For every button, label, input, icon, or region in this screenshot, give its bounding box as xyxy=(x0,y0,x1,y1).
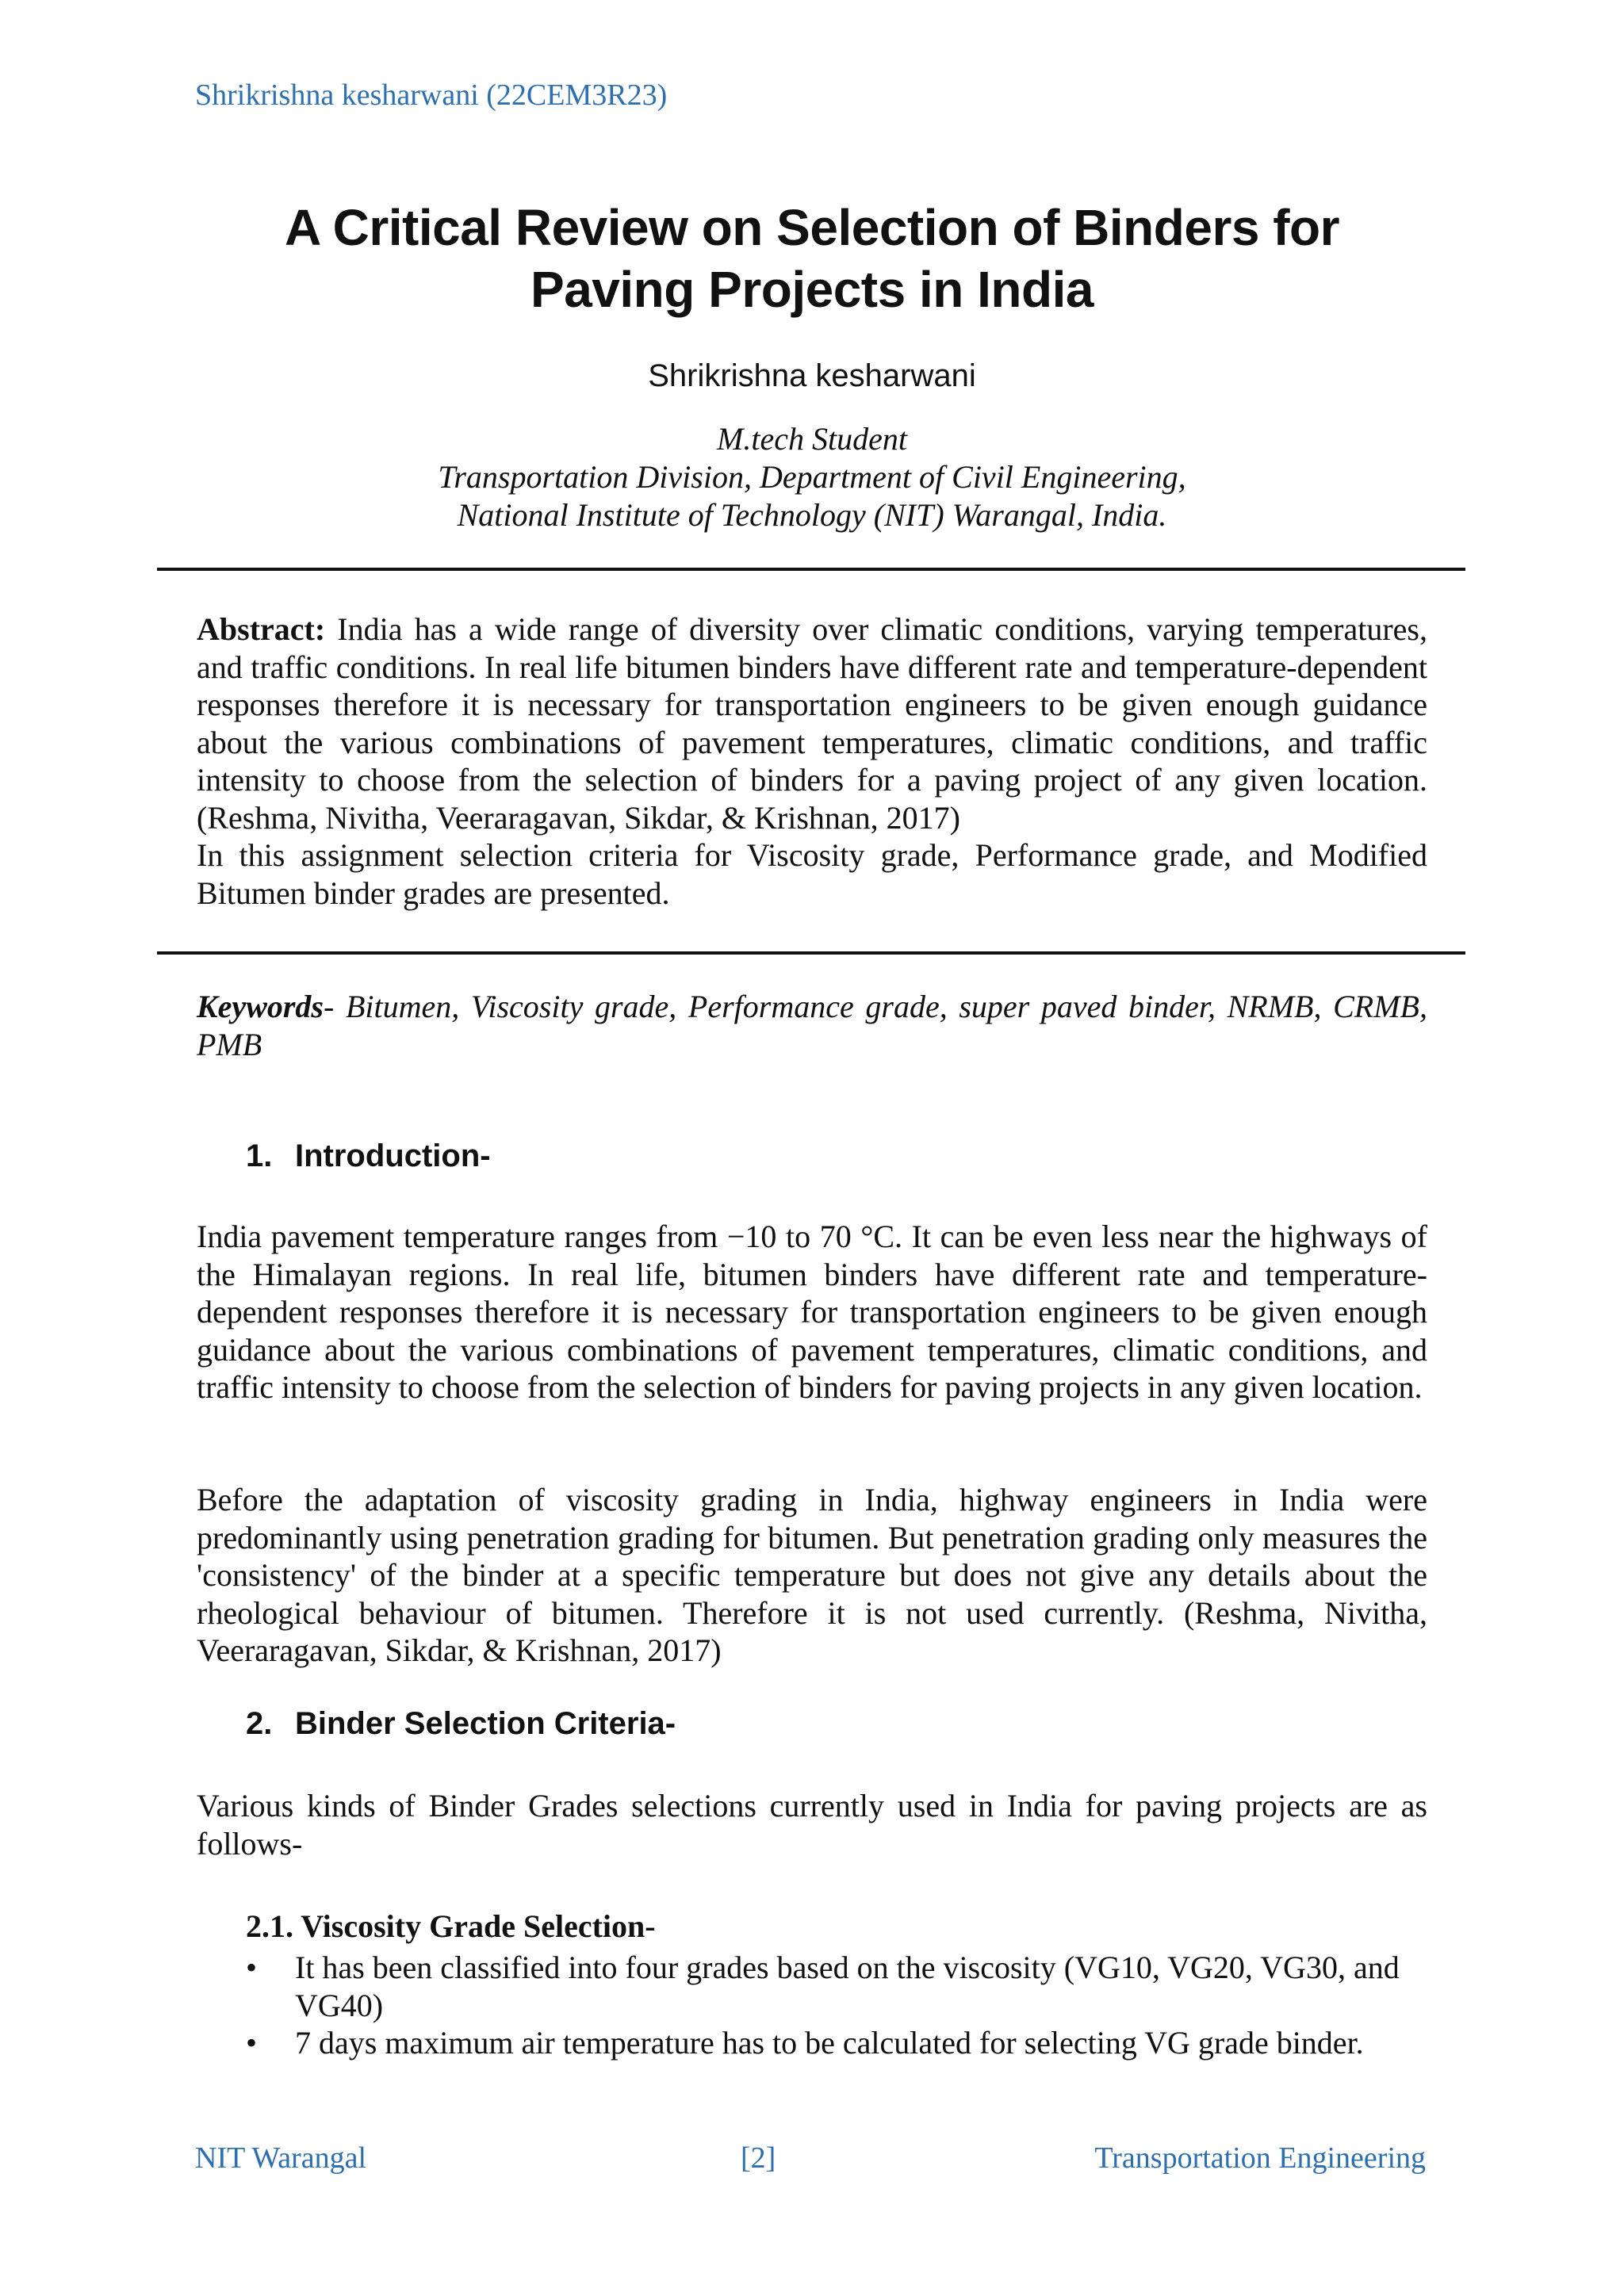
footer-left: NIT Warangal xyxy=(195,2141,367,2175)
abstract xyxy=(197,610,1427,912)
author-affiliation xyxy=(159,420,1465,534)
list-item xyxy=(246,1949,1427,2024)
binder-paragraph-1: Various kinds of Binder Grades selections currently used in India for paving projects are as follows- xyxy=(197,1788,1427,1862)
intro-paragraph-2: Before the adaptation of viscosity grading in India, highway engineers in India were predominantly using penetration grading for bitumen. But penetration grading only measures the 'consistency' of the binder at a specific temperature but does not give any details about the rheological behaviour of bitumen. Therefore it is not used currently. (Reshma, Nivitha, Veeraragavan, Sikdar, & Krishnan, 2017) xyxy=(197,1482,1427,1668)
author-role: M.tech Student xyxy=(717,421,907,457)
subsection-heading-viscosity: 2.1. Viscosity Grade Selection- xyxy=(246,1908,656,1944)
footer-right: Transportation Engineering xyxy=(1094,2141,1426,2175)
title-line-1: A Critical Review on Selection of Binders for xyxy=(284,199,1340,256)
keywords-text: - Bitumen, Viscosity grade, Performance grade, super paved binder, NRMB, CRMB, PMB xyxy=(197,989,1427,1062)
list-item-text: It has been classified into four grades based on the viscosity (VG10, VG20, VG30, and VG40) xyxy=(295,1950,1400,2023)
section-title: Binder Selection Criteria- xyxy=(295,1706,676,1741)
viscosity-bullet-list xyxy=(246,1949,1427,2062)
title-line-2: Paving Projects in India xyxy=(530,261,1094,318)
abstract-label: Abstract: xyxy=(197,611,326,647)
author-name: Shrikrishna kesharwani xyxy=(648,358,976,393)
running-head: Shrikrishna kesharwani (22CEM3R23) xyxy=(195,78,668,112)
section-heading-binder-selection xyxy=(246,1706,676,1742)
author-institute: National Institute of Technology (NIT) Warangal, India. xyxy=(457,497,1167,533)
abstract-text: India has a wide range of diversity over climatic conditions, varying temperatures, and traffic conditions. In real life bitumen binders have different rate and temperature-dependent responses therefore it is necessary for transportation engineers to be given enough guidance about the various combinations of pavement temperatures, climatic conditions, and traffic intensity to choose from the selection of binders for a paving project of any given location. (Reshma, Nivitha, Veeraragavan, Sikdar, & Krishnan, 2017) xyxy=(197,611,1427,836)
list-item-text: 7 days maximum air temperature has to be calculated for selecting VG grade binder. xyxy=(295,2025,1364,2061)
list-item xyxy=(246,2024,1427,2062)
bullet-icon: • xyxy=(246,1950,258,1985)
section-heading-introduction xyxy=(246,1138,491,1174)
intro-paragraph-1: India pavement temperature ranges from −10 to 70 °C. It can be even less near the highways of the Himalayan regions. In real life, bitumen binders have different rate and temperature-dependent responses therefore it is necessary for transportation engineers to be given enough guidance about the various combinations of pavement temperatures, climatic conditions, and traffic intensity to choose from the selection of binders for paving projects in any given location. xyxy=(197,1219,1427,1405)
author-department: Transportation Division, Department of Civil Engineering, xyxy=(438,459,1186,495)
divider-top xyxy=(157,568,1465,571)
keywords-label: Keywords xyxy=(197,989,324,1024)
section-number: 1. xyxy=(246,1138,273,1173)
paper-title xyxy=(159,197,1465,320)
page-number: [2] xyxy=(741,2141,776,2175)
abstract-text-2: In this assignment selection criteria for Viscosity grade, Performance grade, and Modified Bitumen binder grades are presented. xyxy=(197,837,1427,911)
bullet-icon: • xyxy=(246,2025,258,2061)
section-title: Introduction- xyxy=(295,1138,491,1173)
keywords xyxy=(197,988,1427,1063)
divider-bottom xyxy=(157,951,1465,955)
section-number: 2. xyxy=(246,1706,273,1741)
